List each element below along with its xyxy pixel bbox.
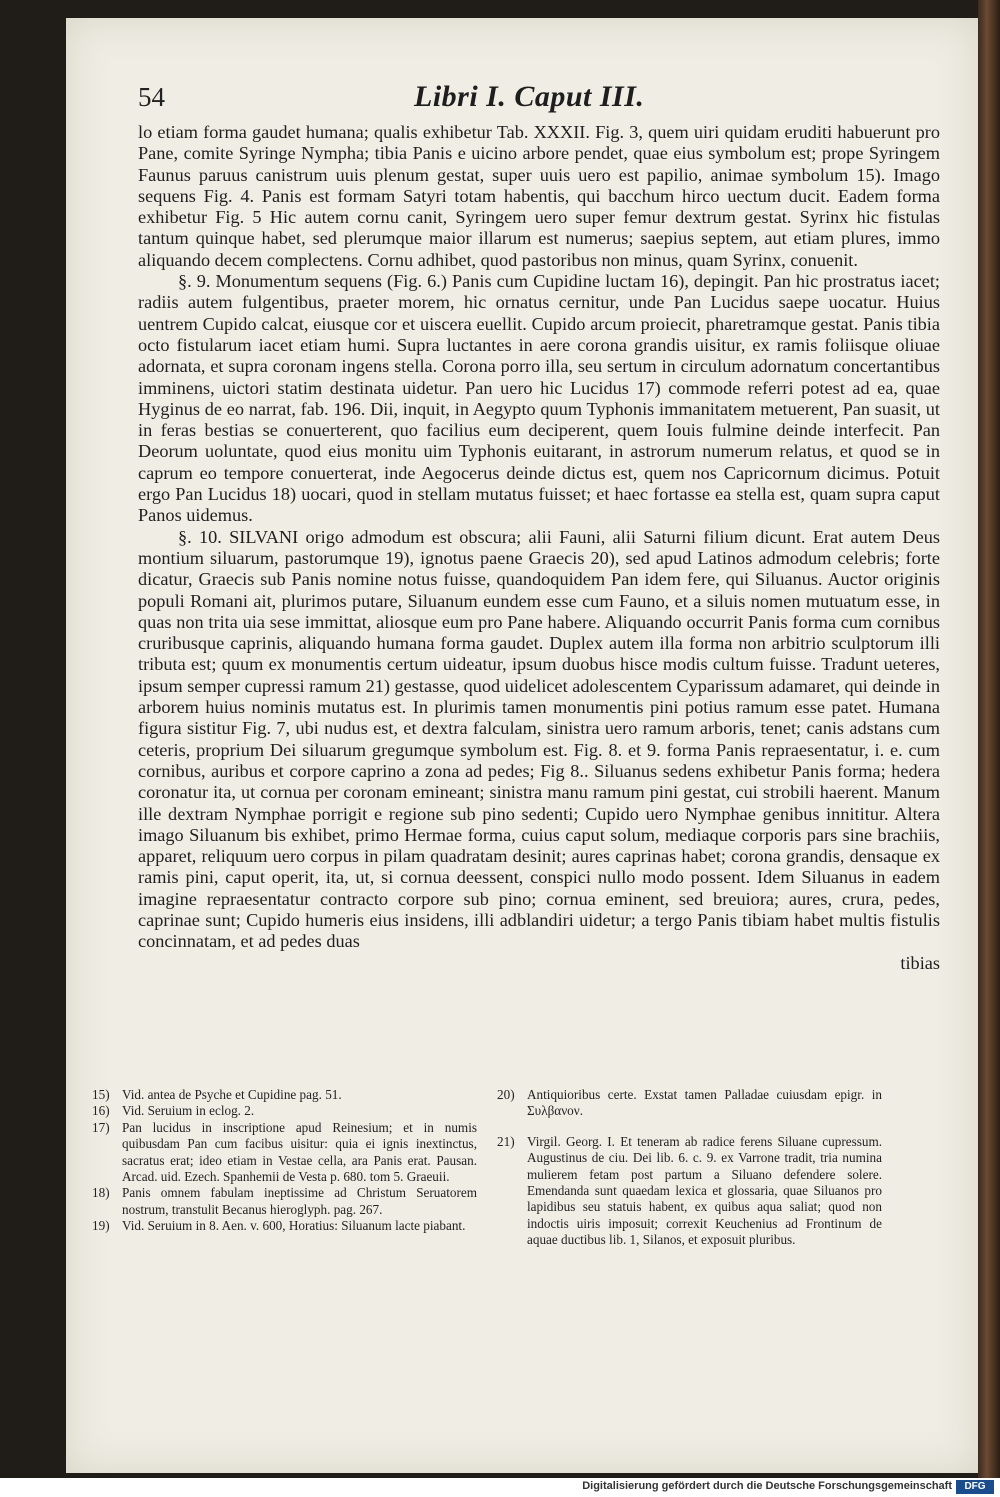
footnote: 21) Virgil. Georg. I. Et teneram ab radice ferens Siluane cupressum. Augustinus de ciu. Dei lib. 6. c. 9. ex Varrone tradit, tria numina mulierem fetam post partum a Siluano defendere solere. Emendanda sunt quaedam lexica et glossaria, quae Siluanos pro lapidibus seu statuis habent, ex quibus aqua saliat; quod non indoctis uiris imposuit; correxit Keuchenius ad Frontinum de aquae ductibus lib. 1, Silanos, et exposuit pluribus.: [497, 1133, 882, 1248]
main-text: [138, 122, 940, 974]
page-number: 54: [138, 82, 165, 112]
page-header: [138, 76, 940, 116]
paragraph-section-10: §. 10. SILVANI origo admodum est obscura; alii Fauni, alii Saturni filium dicunt. Erat autem Deus montium siluarum, pastorumque 19), ignotus paene Graecis 20), sed apud Latinos admodum celebris; forte dicatur, Graecis sub Panis nomine notus fuisse, quandoquidem Pan idem fere, qui Siluanus. Auctor originis populi Romani ait, plurimos putare, Siluanum eundem esse cum Fauno, et a siluis nomen mutuatum esse, in quas non trita uia sese immittat, aliosque eum pro Pane habere. Aliquando occurrit Panis forma cum cornibus cruribusque caprinis, aliquando humana forma gaudet. Duplex autem illa forma non arbitrio sculptorum illi tributa est; quum ex monumentis certum uideatur, ipsum duobus hisce modis cultum fuisse. Tradunt ueteres, ipsum semper cupressi ramum 21) gestasse, quod uidelicet adolescentem Cyparissum adamaret, qui deinde in arborem huius nominis mutatus est. In plurimis tamen monumentis pini potius ramum esse patet. Humana figura sistitur Fig. 7, ubi nudus est, et dextra falculam, sinistra uero ramum arboris, tenet; canis adstans cum ceteris, proprium Dei siluarum gregumque symbolum est. Fig. 8. et 9. forma Panis repraesentatur, i. e. cum cornibus, auribus et corpore caprino a zona ad pedes; Fig 8.. Siluanus sedens exhibetur Panis forma; hedera coronatur ita, ut cornua per coronam emineant; sinistra manu ramum pini gestat, cui strobili haerent. Manum ille dextram Nymphae porrigit e regione sub pino sedenti; Cupido uero Nymphae genibus innititur. Altera imago Siluanum bis exhibet, primo Hermae forma, cuius caput solum, mediaque corporis pars sine brachiis, apparet, reliquum uero corpus in pilam quadratam desinit; aures caprinas habet; corona grandis, densaque ex ramis pini, caput operit, ita, ut, si cornua deessent, conspici nullo modo possent. Idem Siluanus in eadem imagine repraesentatur contracto corpore sub pino; cornua eminent, sed breuiora; aures, crura, pedes, caprinae sunt; Cupido humeris eius insidens, illi adblandiri uidetur; a tergo Panis tibiam habet multis fistulis concinnatam, et ad pedes duas: [138, 526, 940, 952]
footnote: 16) Vid. Seruium in eclog. 2.: [92, 1103, 255, 1119]
footnote: 19) Vid. Seruium in 8. Aen. v. 600, Horatius: Siluanum lacte piabant.: [92, 1218, 466, 1234]
dfg-logo: DFG: [956, 1480, 994, 1494]
running-head: Libri I. Caput III.: [414, 80, 645, 113]
page-content: [138, 76, 940, 974]
footnote: 15) Vid. antea de Psyche et Cupidine pag. 51.: [92, 1087, 342, 1102]
catchword: tibias: [900, 952, 940, 973]
footnote: 20) Antiquioribus certe. Exstat tamen Palladae cuiusdam epigr. in Συλβανον.: [497, 1087, 882, 1119]
book-page: [66, 18, 978, 1473]
book-spine: [978, 0, 1000, 1478]
footnotes: [92, 1087, 882, 1249]
paragraph-continued: lo etiam forma gaudet humana; qualis exhibetur Tab. XXXII. Fig. 3, quem uiri quidam eruditi habuerunt pro Pane, comite Syringe Nympha; tibia Panis e uicino arbore pendet, quae eius symbolum est; prope Syringem Faunus paruus canistrum uuis plenum gestat, super uuis uero est papilio, animae symbolum 15). Imago sequens Fig. 4. Panis est formam Satyri totam habentis, qui bacchum hirco uectum ducit. Eadem forma exhibetur Fig. 5 Hic autem cornu canit, Syringem uero super femur dextrum gestat. Syrinx hic fistulas tantum quinque habet, sed plerumque maior illarum est numerus; saepius septem, aut etiam plures, immo aliquando decem complectens. Cornu adhibet, quod pastoribus non minus, quam Syrinx, conuenit.: [138, 122, 940, 270]
footnotes-right: [497, 1087, 882, 1249]
footer-bar: [0, 1478, 1000, 1497]
paragraph-section-9: §. 9. Monumentum sequens (Fig. 6.) Panis cum Cupidine luctam 16), depingit. Pan hic prostratus iacet; radiis autem fulgentibus, praeter morem, hic ornatus cernitur, unde Pan Lucidus saepe uocatur. Huius uentrem Cupido calcat, eiusque cor et uiscera euellit. Cupido arcum proiecit, pharetramque gestat. Panis tibia octo fistularum iacet etiam humi. Supra luctantes in aere corona grandis uisitur, ex ramis foliisque oliuae adornata, et supra coronam ingens stella. Corona porro illa, seu sertum in circulum adornatum concertantibus imminens, uictori statim destinata uidetur. Pan uero hic Lucidus 17) commode referri potest ad ea, quae Hyginus de eo narrat, fab. 196. Dii, inquit, in Aegypto quum Typhonis immanitatem metuerent, Pan suasit, ut in feras bestias se conuerterent, quo facilius eum deciperent, quem Iouis fulmine deinde interfecit. Pan Deorum uoluntate, quod eius monitu uim Typhonis euitarant, in astrorum numerum relatus, et quod se in caprum eo tempore conuerterat, inde Aegocerus deinde dictus est, quem nos Capricornum dicimus. Potuit ergo Pan Lucidus 18) uocari, quod in stellam mutatus fuisset; et haec fortasse ea stella est, quam supra caput Panos uidemus.: [138, 271, 940, 526]
funding-notice: Digitalisierung gefördert durch die Deutsche Forschungsgemeinschaft: [582, 1480, 952, 1492]
footnote: 18) Panis omnem fabulam ineptissime ad Christum Seruatorem nostrum, transtulit Becanus hieroglyph. pag. 267.: [92, 1185, 477, 1217]
footnotes-left: [92, 1087, 477, 1249]
footnote: 17) Pan lucidus in inscriptione apud Reinesium; et in numis quibusdam Pan cum facibus uisitur: quia ei ignis inextinctus, sacratus erat; ideo etiam in Vestae cella, ara Panis erat. Pausan. Arcad. uid. Ezech. Spanhemii de Vesta p. 680. tom 5. Graeuii.: [92, 1119, 477, 1185]
